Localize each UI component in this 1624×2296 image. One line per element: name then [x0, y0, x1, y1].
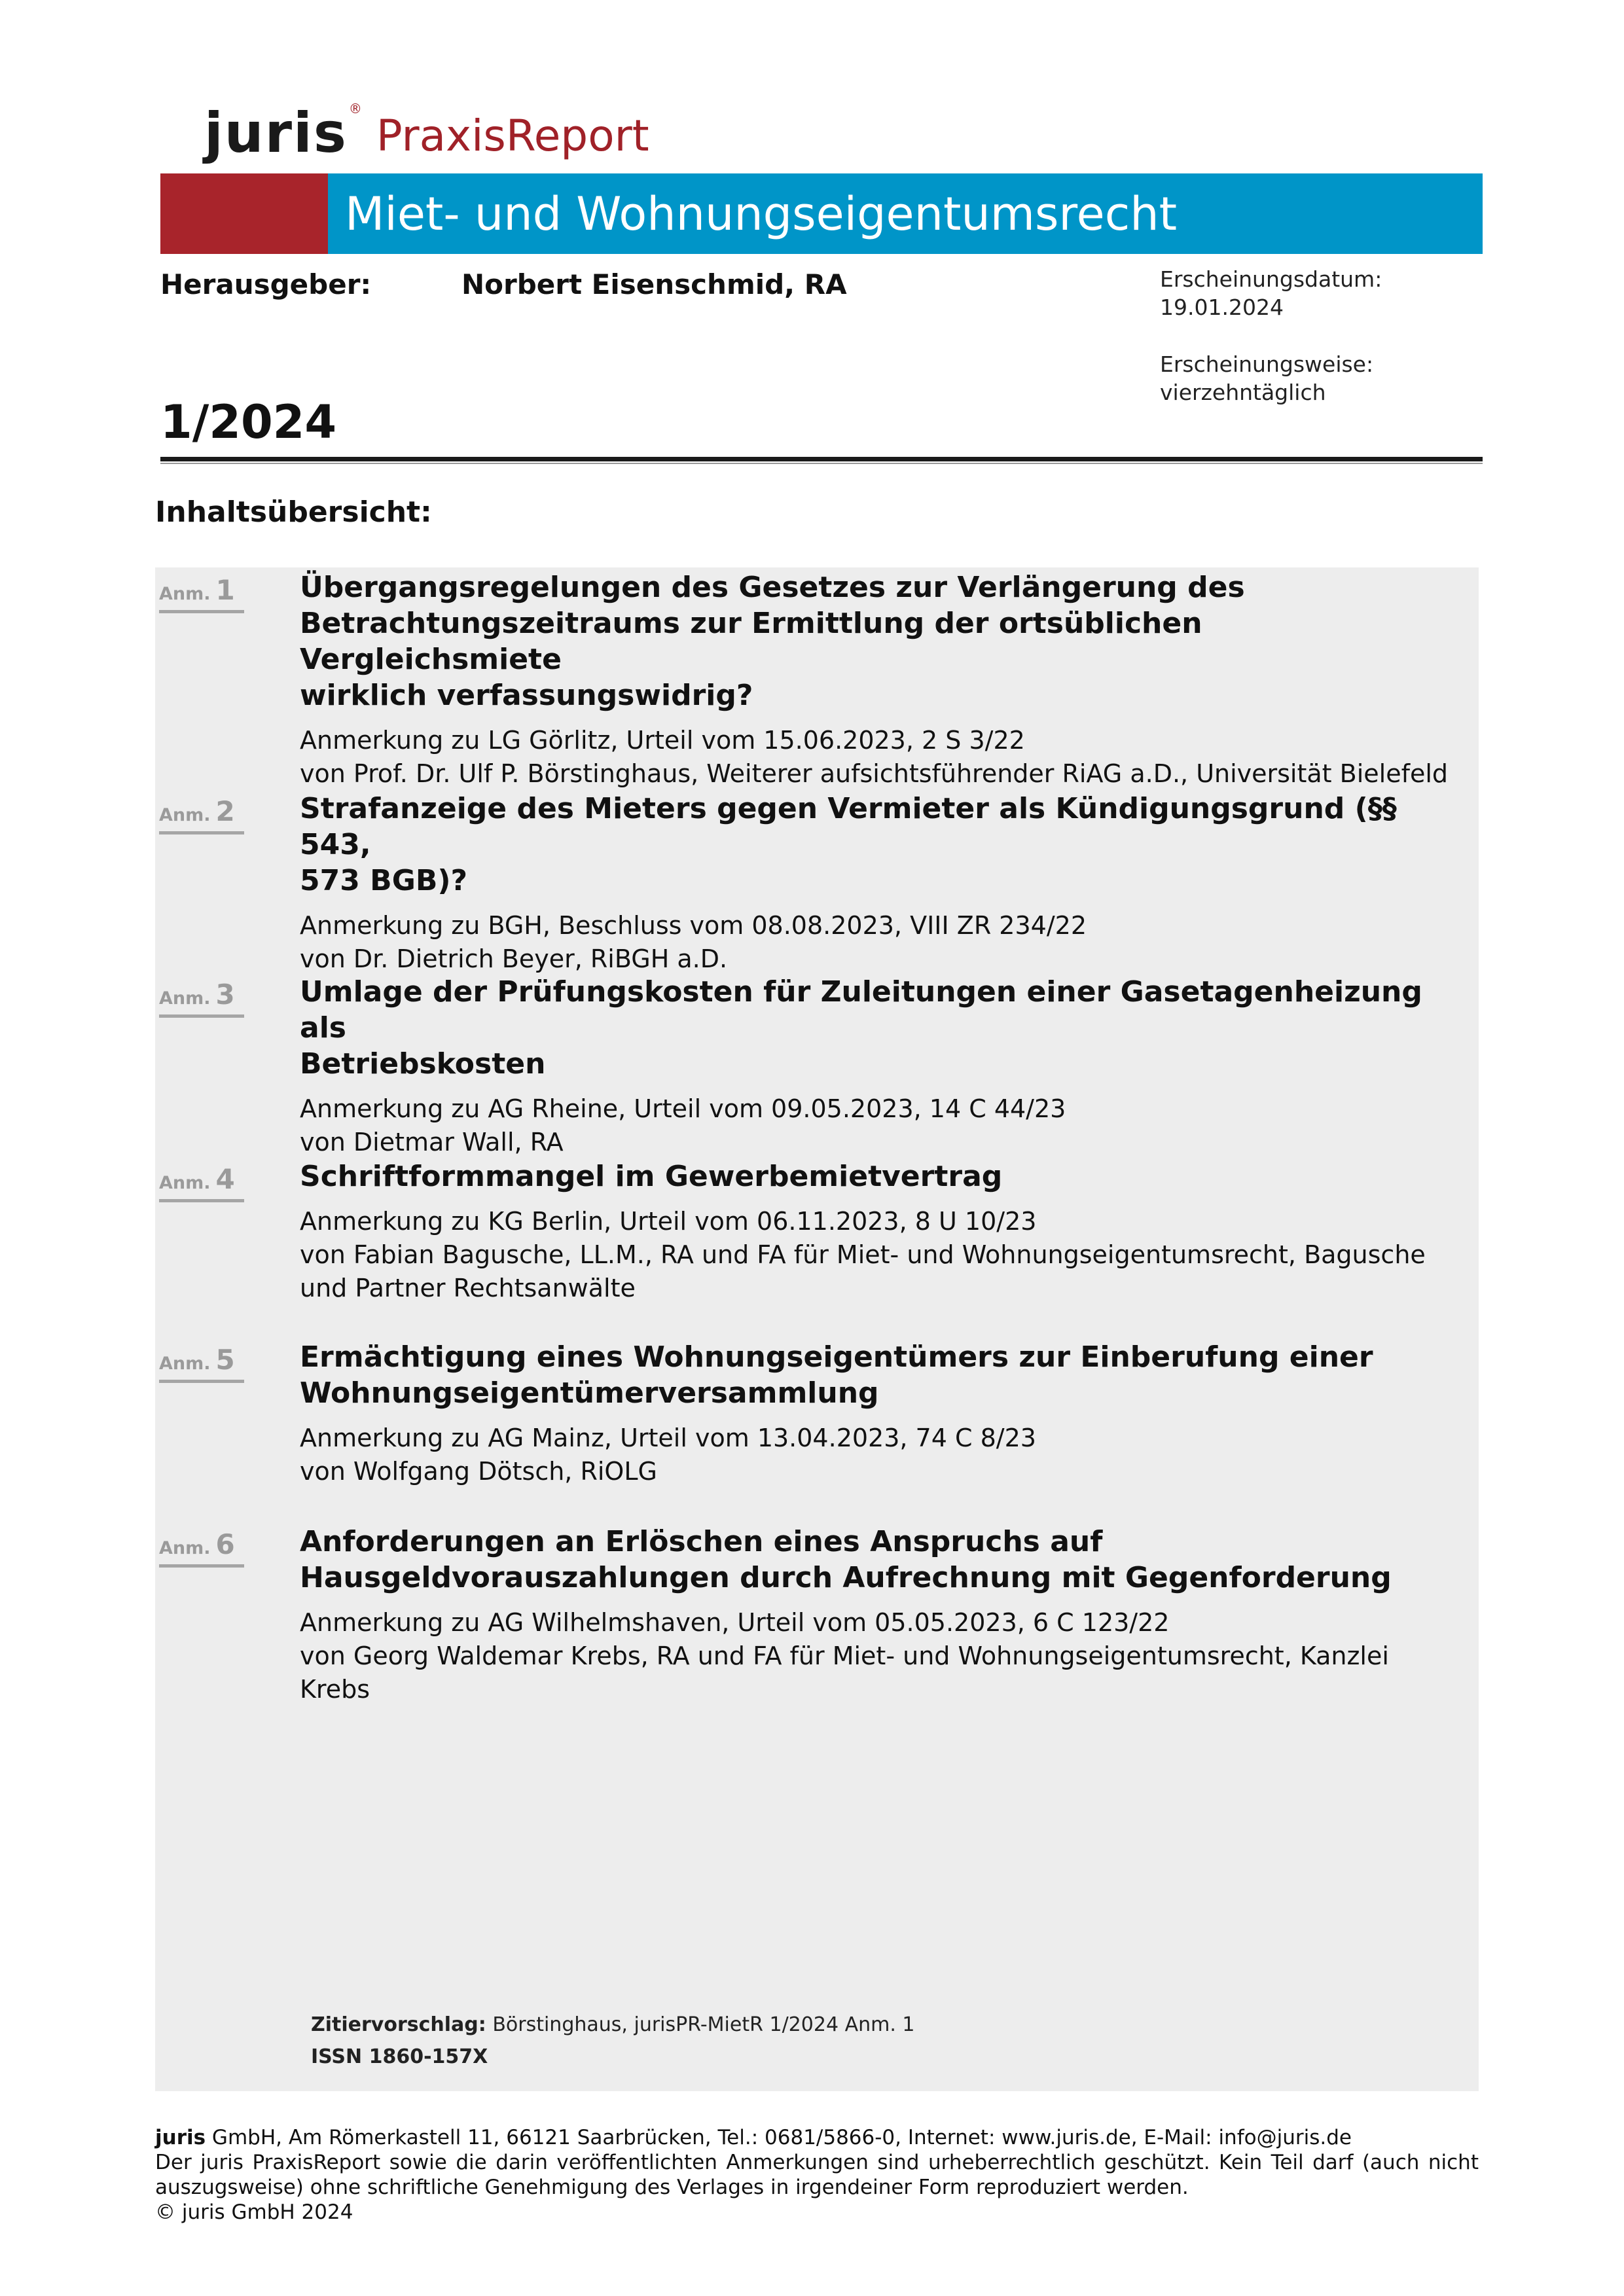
anm-marker: Anm. 1 [159, 574, 244, 613]
editor-name: Norbert Eisenschmid, RA [461, 268, 847, 300]
entry-body [300, 1158, 1452, 1305]
juris-logo [204, 98, 649, 165]
entry-reference: Anmerkung zu BGH, Beschluss vom 08.08.2023, VIII ZR 234/22 [300, 911, 1087, 940]
entry-title[interactable]: Übergangsregelungen des Gesetzes zur Verlängerung des Betrachtungszeitraums zur Ermittlung der ortsüblichen Vergleichsmiete wirklich verfassungswidrig? [300, 571, 1245, 712]
entry-reference: Anmerkung zu AG Mainz, Urteil vom 13.04.2023, 74 C 8/23 [300, 1424, 1036, 1452]
entry-author: von Dietmar Wall, RA [300, 1128, 564, 1157]
report-title: Miet- und Wohnungseigentumsrecht [345, 187, 1178, 241]
entry-body [300, 974, 1452, 1159]
toc-heading: Inhaltsübersicht: [155, 495, 432, 529]
entry-author: von Fabian Bagusche, LL.M., RA und FA für Miet- und Wohnungseigentumsrecht, Bagusche und Partner Rechtsanwälte [300, 1240, 1426, 1302]
entry-author: von Prof. Dr. Ulf P. Börstinghaus, Weiterer aufsichtsführender RiAG a.D., Universität Bielefeld [300, 759, 1449, 788]
footer [155, 2125, 1479, 2225]
pubdate-label: Erscheinungsdatum: [1160, 266, 1382, 292]
footer-copyright-line-1: Der juris PraxisReport sowie die darin veröffentlichten Anmerkungen sind urheberrechtlich geschützt. Kein Teil darf (auch nicht [155, 2151, 1479, 2174]
anm-marker: Anm. 6 [159, 1528, 244, 1568]
header-rule-shadow [160, 463, 1483, 464]
entry-body [300, 1339, 1452, 1488]
pubdate-value: 19.01.2024 [1160, 295, 1284, 320]
footer-company-bold: juris [155, 2126, 206, 2149]
anm-marker: Anm. 2 [159, 795, 244, 834]
entry-author: von Wolfgang Dötsch, RiOLG [300, 1457, 657, 1486]
header-rule [160, 457, 1483, 461]
anm-marker: Anm. 5 [159, 1344, 244, 1383]
entry-reference: Anmerkung zu AG Rheine, Urteil vom 09.05.2023, 14 C 44/23 [300, 1094, 1066, 1123]
banner-red-block [160, 173, 328, 254]
footer-copyright-line-2: auszugsweise) ohne schriftliche Genehmigung des Verlages in irgendeiner Form reproduziert werden. [155, 2176, 1189, 2199]
anm-marker: Anm. 3 [159, 978, 244, 1018]
entry-author: von Dr. Dietrich Beyer, RiBGH a.D. [300, 944, 728, 973]
registered-icon: ® [348, 101, 362, 117]
footer-copyright-line-3: © juris GmbH 2024 [155, 2200, 353, 2224]
footer-company-line [155, 2125, 1479, 2150]
entry-reference: Anmerkung zu AG Wilhelmshaven, Urteil vom 05.05.2023, 6 C 123/22 [300, 1608, 1170, 1637]
entry-title[interactable]: Umlage der Prüfungskosten für Zuleitungen einer Gasetagenheizung als Betriebskosten [300, 975, 1422, 1081]
entry-body [300, 791, 1452, 976]
footer-company-text: GmbH, Am Römerkastell 11, 66121 Saarbrücken, Tel.: 0681/5866-0, Internet: www.juris.de, E-Mail: info@juris.de [211, 2126, 1352, 2149]
logo-product: PraxisReport [376, 111, 649, 161]
issue-number: 1/2024 [160, 395, 337, 449]
anm-marker: Anm. 4 [159, 1163, 244, 1202]
logo-brand: juris [204, 101, 348, 165]
entry-title[interactable]: Ermächtigung eines Wohnungseigentümers zur Einberufung einer Wohnungseigentümerversammlung [300, 1340, 1373, 1410]
entry-body [300, 569, 1452, 791]
citation-text: Börstinghaus, jurisPR-MietR 1/2024 Anm. 1 [492, 2013, 915, 2036]
pubmode-label: Erscheinungsweise: [1160, 351, 1374, 377]
toc-panel [155, 567, 1479, 2091]
citation-label: Zitiervorschlag: [311, 2013, 486, 2036]
citation-suggestion [311, 2013, 915, 2036]
entry-body [300, 1524, 1452, 1706]
entry-reference: Anmerkung zu LG Görlitz, Urteil vom 15.06.2023, 2 S 3/22 [300, 726, 1025, 755]
entry-reference: Anmerkung zu KG Berlin, Urteil vom 06.11.2023, 8 U 10/23 [300, 1207, 1037, 1236]
editor-label: Herausgeber: [160, 268, 372, 300]
entry-title[interactable]: Anforderungen an Erlöschen eines Anspruchs auf Hausgeldvorauszahlungen durch Aufrechnung mit Gegenforderung [300, 1525, 1392, 1594]
issn: ISSN 1860-157X [311, 2045, 488, 2068]
entry-author: von Georg Waldemar Krebs, RA und FA für Miet- und Wohnungseigentumsrecht, Kanzlei Krebs [300, 1641, 1389, 1704]
entry-title[interactable]: Schriftformmangel im Gewerbemietvertrag [300, 1160, 1003, 1193]
pubmode-value: vierzehntäglich [1160, 380, 1326, 405]
entry-title[interactable]: Strafanzeige des Mieters gegen Vermieter als Kündigungsgrund (§§ 543, 573 BGB)? [300, 792, 1397, 897]
